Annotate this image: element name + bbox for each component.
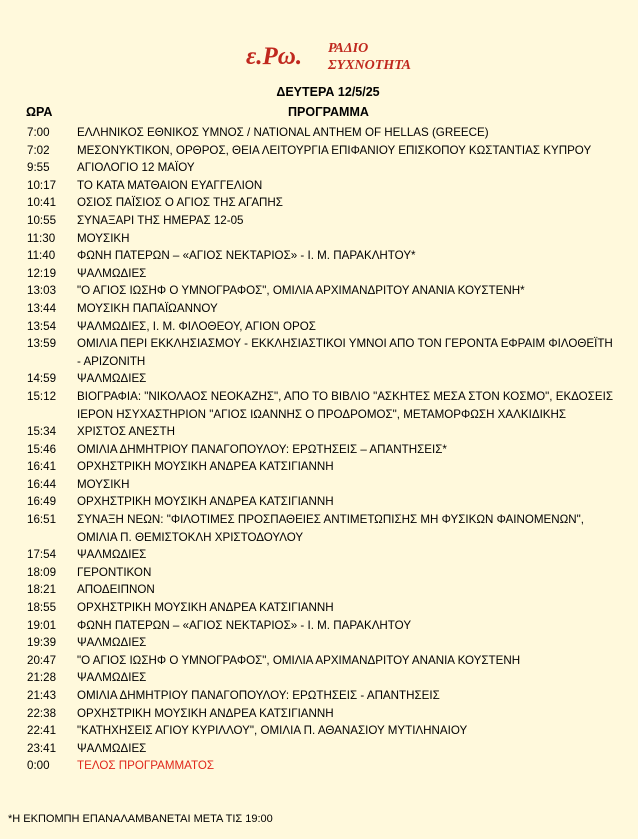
schedule-row [0, 388, 638, 423]
schedule-program: ΜΕΣΟΝΥΚΤΙΚΟΝ, ΟΡΘΡΟΣ, ΘΕΙΑ ΛΕΙΤΟΥΡΓΙΑ ΕΠΙΦΑΝΙΟΥ ΕΠΙΣΚΟΠΟΥ ΚΩΣΤΑΝΤΙΑΣ ΚΥΠΡΟΥ [77, 143, 592, 157]
schedule-program: ΟΜΙΛΙΑ ΠΕΡΙ ΕΚΚΛΗΣΙΑΣΜΟΥ - ΕΚΚΛΗΣΙΑΣΤΙΚΟΙ ΥΜΝΟΙ ΑΠΟ ΤΟΝ ΓΕΡΟΝΤΑ ΕΦΡΑΙΜ ΦΙΛΟΘΕΪΤΗ - ΑΡΙΖΟΝΙΤΗ [77, 337, 613, 368]
schedule-program: ΜΟΥΣΙΚΗ [77, 477, 130, 491]
schedule-time: 21:28 [27, 671, 57, 685]
schedule-program: ΜΟΥΣΙΚΗ ΠΑΠΑΪΩΑΝΝΟΥ [77, 301, 218, 315]
schedule-program: ΤΕΛΟΣ ΠΡΟΓΡΑΜΜΑΤΟΣ [77, 759, 215, 773]
schedule-time: 13:54 [27, 319, 57, 333]
schedule-program: ΟΜΙΛΙΑ ΔΗΜΗΤΡΙΟΥ ΠΑΝΑΓΟΠΟΥΛΟΥ: ΕΡΩΤΗΣΕΙΣ - ΑΠΑΝΤΗΣΕΙΣ [77, 689, 440, 702]
schedule-row [0, 476, 638, 494]
schedule-row [0, 177, 638, 195]
schedule-time: 14:59 [27, 372, 57, 386]
schedule-program: ΣΥΝΑΞΑΡΙ ΤΗΣ ΗΜΕΡΑΣ 12-05 [77, 213, 244, 227]
schedule-program: ΟΡΧΗΣΤΡΙΚΗ ΜΟΥΣΙΚΗ ΑΝΔΡΕΑ ΚΑΤΣΙΓΙΑΝΝΗ [77, 706, 334, 720]
schedule-program: ΟΡΧΗΣΤΡΙΚΗ ΜΟΥΣΙΚΗ ΑΝΔΡΕΑ ΚΑΤΣΙΓΙΑΝΝΗ [77, 460, 334, 474]
schedule-time: 12:19 [27, 266, 57, 280]
schedule-program: "Ο ΑΓΙΟΣ ΙΩΣΗΦ Ο ΥΜΝΟΓΡΑΦΟΣ", ΟΜΙΛΙΑ ΑΡΧΙΜΑΝΔΡΙΤΟΥ ΑΝΑΝΙΑ ΚΟΥΣΤΕΝΗ* [77, 284, 525, 298]
schedule-row [0, 458, 638, 476]
schedule-row [0, 722, 638, 740]
footnote: *Η ΕΚΠΟΜΠΗ ΕΠΑΝΑΛΑΜΒΑΝΕΤΑΙ ΜΕΤΑ ΤΙΣ 19:00 [8, 813, 273, 825]
logo-words [328, 40, 411, 74]
schedule-program: ΟΣΙΟΣ ΠΑΪΣΙΟΣ Ο ΑΓΙΟΣ ΤΗΣ ΑΓΑΠΗΣ [77, 196, 283, 210]
date-day: ΔΕΥΤΕΡΑ [276, 85, 335, 99]
schedule-program: ΟΜΙΛΙΑ ΔΗΜΗΤΡΙΟΥ ΠΑΝΑΓΟΠΟΥΛΟΥ: ΕΡΩΤΗΣΕΙΣ – ΑΠΑΝΤΗΣΕΙΣ* [77, 442, 447, 456]
schedule-time: 13:44 [27, 301, 57, 315]
logo-line-frequency: ΣΥΧΝΟΤΗΤΑ [328, 58, 412, 73]
schedule-row [0, 318, 638, 336]
schedule-program: "ΚΑΤΗΧΗΣΕΙΣ ΑΓΙΟΥ ΚΥΡΙΛΛΟΥ", ΟΜΙΛΙΑ Π. ΑΘΑΝΑΣΙΟΥ ΜΥΤΙΛΗΝΑΙΟΥ [77, 724, 468, 738]
schedule-row [0, 757, 638, 775]
schedule-time: 17:54 [27, 548, 57, 562]
schedule-row [0, 669, 638, 687]
schedule-row [0, 740, 638, 758]
schedule-program: ΟΡΧΗΣΤΡΙΚΗ ΜΟΥΣΙΚΗ ΑΝΔΡΕΑ ΚΑΤΣΙΓΙΑΝΝΗ [77, 601, 334, 615]
schedule-row [0, 159, 638, 177]
date-value: 12/5/25 [337, 85, 380, 99]
schedule-row [0, 564, 638, 582]
logo-mark: ε.Ρω. [246, 43, 303, 70]
schedule-row [0, 617, 638, 635]
schedule-row [0, 441, 638, 459]
schedule-program: "Ο ΑΓΙΟΣ ΙΩΣΗΦ Ο ΥΜΝΟΓΡΑΦΟΣ", ΟΜΙΛΙΑ ΑΡΧΙΜΑΝΔΡΙΤΟΥ ΑΝΑΝΙΑ ΚΟΥΣΤΕΝΗ [77, 653, 521, 667]
schedule-program: ΕΛΛΗΝΙΚΟΣ ΕΘΝΙΚΟΣ ΥΜΝΟΣ / NATIONAL ANTHEM OF HELLAS (GREECE) [77, 126, 489, 139]
schedule-row [0, 124, 638, 142]
schedule-program: ΨΑΛΜΩΔΙΕΣ [77, 671, 147, 685]
schedule-time: 16:44 [27, 477, 57, 491]
schedule-row [0, 212, 638, 230]
schedule-time: 9:55 [27, 161, 50, 175]
schedule-program: ΑΓΙΟΛΟΓΙΟ 12 ΜΑΪΟΥ [77, 161, 195, 175]
schedule-time: 13:59 [27, 337, 57, 351]
schedule-row [0, 247, 638, 265]
schedule-time: 18:55 [27, 601, 57, 615]
schedule-time: 16:49 [27, 495, 57, 509]
schedule-time: 18:21 [27, 583, 57, 597]
schedule-row [0, 599, 638, 617]
schedule-row [0, 142, 638, 160]
schedule-time: 11:30 [27, 231, 56, 245]
schedule-row [0, 687, 638, 705]
schedule-program: ΜΟΥΣΙΚΗ [77, 231, 130, 245]
schedule-time: 0:00 [27, 759, 50, 773]
schedule-program: ΦΩΝΗ ΠΑΤΕΡΩΝ – «ΑΓΙΟΣ ΝΕΚΤΑΡΙΟΣ» - Ι. Μ. ΠΑΡΑΚΛΗΤΟΥ [77, 618, 412, 632]
schedule-time: 11:40 [27, 249, 56, 263]
schedule-row [0, 634, 638, 652]
schedule-row [0, 265, 638, 283]
schedule-program: ΓΕΡΟΝΤΙΚΟΝ [77, 565, 152, 579]
schedule-program: ΦΩΝΗ ΠΑΤΕΡΩΝ – «ΑΓΙΟΣ ΝΕΚΤΑΡΙΟΣ» - Ι. Μ. ΠΑΡΑΚΛΗΤΟΥ* [77, 249, 416, 263]
schedule-program: ΟΡΧΗΣΤΡΙΚΗ ΜΟΥΣΙΚΗ ΑΝΔΡΕΑ ΚΑΤΣΙΓΙΑΝΝΗ [77, 495, 334, 509]
schedule-row [0, 423, 638, 441]
station-logo [246, 40, 446, 80]
schedule-program: ΤΟ ΚΑΤΑ ΜΑΤΘΑΙΟΝ ΕΥΑΓΓΕΛΙΟΝ [77, 178, 263, 192]
schedule-program: ΨΑΛΜΩΔΙΕΣ [77, 548, 147, 562]
schedule-row [0, 230, 638, 248]
schedule-program: ΨΑΛΜΩΔΙΕΣ [77, 372, 147, 386]
schedule-time: 10:41 [27, 196, 57, 210]
schedule-time: 22:41 [27, 724, 57, 738]
schedule-time: 10:17 [27, 178, 57, 192]
schedule-time: 22:38 [27, 706, 57, 720]
schedule-time: 13:03 [27, 284, 57, 298]
schedule-time: 15:34 [27, 425, 57, 439]
schedule-time: 15:46 [27, 442, 57, 456]
schedule-program: ΣΥΝΑΞΗ ΝΕΩΝ: "ΦΙΛΟΤΙΜΕΣ ΠΡΟΣΠΑΘΕΙΕΣ ΑΝΤΙΜΕΤΩΠΙΣΗΣ ΜΗ ΦΥΣΙΚΩΝ ΦΑΙΝΟΜΕΝΩΝ", ΟΜΙΛΙΑ Π. ΘΕΜΙΣΤΟΚΛΗ ΧΡΙΣΤΟΔΟΥΛΟΥ [77, 513, 585, 544]
schedule-time: 21:43 [27, 689, 57, 702]
schedule-row [0, 370, 638, 388]
schedule-program: ΨΑΛΜΩΔΙΕΣ [77, 741, 147, 755]
schedule-row [0, 511, 638, 546]
schedule-row [0, 300, 638, 318]
schedule-program: ΨΑΛΜΩΔΙΕΣ [77, 266, 147, 280]
schedule-program: ΒΙΟΓΡΑΦΙΑ: "ΝΙΚΟΛΑΟΣ ΝΕΟΚΑΖΗΣ", ΑΠΟ ΤΟ ΒΙΒΛΙΟ "ΑΣΚΗΤΕΣ ΜΕΣΑ ΣΤΟΝ ΚΟΣΜΟ", ΕΚΔΟΣΕΙΣ ΙΕΡΟΝ ΗΣΥΧΑΣΤΗΡΙΟΝ "ΑΓΙΟΣ ΙΩΑΝΝΗΣ Ο ΠΡΟΔΡΟΜΟΣ", ΜΕΤΑΜΟΡΦΩΣΗ ΧΑΛΚΙΔΙΚΗΣ [77, 389, 613, 421]
schedule-row [0, 705, 638, 723]
schedule-time: 23:41 [27, 741, 57, 755]
schedule-time: 7:02 [27, 143, 50, 157]
schedule-row [0, 581, 638, 599]
schedule-date [0, 85, 638, 99]
schedule-time: 15:12 [27, 389, 57, 403]
schedule-program: ΧΡΙΣΤΟΣ ΑΝΕΣΤΗ [77, 425, 175, 439]
schedule-time: 16:41 [27, 460, 57, 474]
schedule-row [0, 546, 638, 564]
time-column-header: ΩΡΑ [26, 105, 53, 119]
schedule-row [0, 335, 638, 370]
schedule-row [0, 194, 638, 212]
schedule-row [0, 282, 638, 300]
schedule-time: 10:55 [27, 213, 57, 227]
schedule-time: 18:09 [27, 565, 57, 579]
logo-line-radio: ΡΑΔΙΟ [328, 41, 369, 56]
schedule-time: 19:01 [27, 618, 57, 632]
schedule-time: 20:47 [27, 653, 57, 667]
schedule-program: ΑΠΟΔΕΙΠΝΟΝ [77, 583, 155, 597]
schedule-row [0, 652, 638, 670]
schedule-time: 19:39 [27, 636, 57, 650]
program-column-header: ΠΡΟΓΡΑΜΜΑ [288, 105, 369, 119]
schedule-program: ΨΑΛΜΩΔΙΕΣ [77, 636, 147, 650]
schedule-row [0, 493, 638, 511]
schedule-list [0, 124, 638, 775]
schedule-time: 7:00 [27, 126, 50, 139]
schedule-time: 16:51 [27, 513, 57, 527]
schedule-program: ΨΑΛΜΩΔΙΕΣ, Ι. Μ. ΦΙΛΟΘΕΟΥ, ΑΓΙΟΝ ΟΡΟΣ [77, 319, 316, 333]
